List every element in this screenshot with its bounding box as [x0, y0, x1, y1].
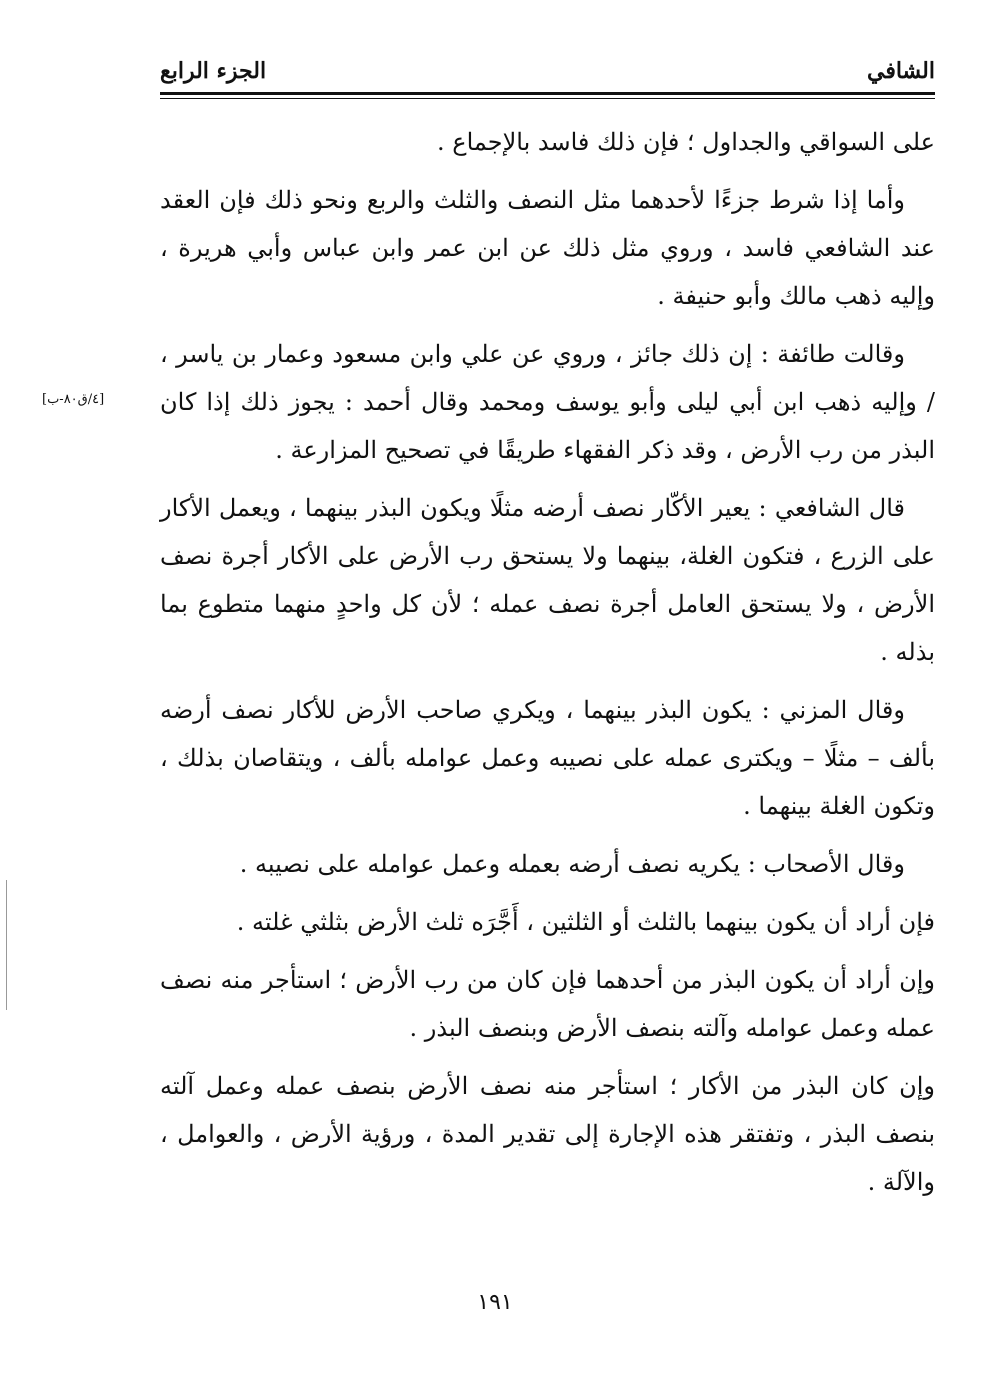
paragraph-1: على السواقي والجداول ؛ فإن ذلك فاسد بالإجماع . [437, 128, 935, 156]
paragraph-5: وقال المزني : يكون البذر بينهما ، ويكري صاحب الأرض للأكار نصف أرضه بألف – مثلًا – ويكترى عمله على نصيبه وعمل عوامله بألف ، ويتقاصان بذلك ، وتكون الغلة بينهما . [160, 696, 935, 820]
paragraph-6: وقال الأصحاب : يكريه نصف أرضه بعمله وعمل عوامله على نصيبه . [239, 850, 905, 878]
header-rule-thin [160, 98, 935, 99]
page-body [160, 118, 935, 1216]
header-rule-thick [160, 92, 935, 95]
page-number: ١٩١ [477, 1290, 513, 1315]
header-volume-title: الجزء الرابع [160, 58, 267, 84]
running-header [160, 52, 935, 92]
header-book-title: الشافي [867, 58, 935, 84]
paragraph-2: وأما إذا شرط جزءًا لأحدهما مثل النصف والثلث والربع ونحو ذلك فإن العقد عند الشافعي فاسد ، وروي مثل ذلك عن ابن عمر وابن عباس وأبي هريرة ، وإليه ذهب مالك وأبو حنيفة . [160, 186, 935, 310]
paragraph-7: فإن أراد أن يكون بينهما بالثلث أو الثلثين ، أَجَّرَه ثلث الأرض بثلثي غلته . [236, 908, 935, 936]
paragraph-3: وقالت طائفة : إن ذلك جائز ، وروي عن علي وابن مسعود وعمار بن ياسر ، / وإليه ذهب ابن أبي ليلى وأبو يوسف ومحمد وقال أحمد : يجوز ذلك إذا كان البذر من رب الأرض ، وقد ذكر الفقهاء طريقًا في تصحيح المزارعة . [160, 340, 935, 464]
manuscript-folio-note: [٤/ق٨٠-ب] [42, 392, 105, 407]
paragraph-8: وإن أراد أن يكون البذر من أحدهما فإن كان من رب الأرض ؛ استأجر منه نصف عمله وعمل عوامله وآلته بنصف الأرض وبنصف البذر . [160, 966, 935, 1042]
scan-edge-line [6, 880, 7, 1010]
paragraph-4: قال الشافعي : يعير الأكّار نصف أرضه مثلًا ويكون البذر بينهما ، ويعمل الأكار على الزرع ، فتكون الغلة، بينهما ولا يستحق رب الأرض على الأكار أجرة نصف الأرض ، ولا يستحق العامل أجرة نصف عمله ؛ لأن كل واحدٍ منهما متطوع بما بذله . [160, 494, 935, 666]
paragraph-9: وإن كان البذر من الأكار ؛ استأجر منه نصف الأرض بنصف عمله وعمل آلته بنصف البذر ، وتفتقر هذه الإجارة إلى تقدير المدة ، ورؤية الأرض ، والعوامل ، والآلة . [160, 1072, 936, 1196]
